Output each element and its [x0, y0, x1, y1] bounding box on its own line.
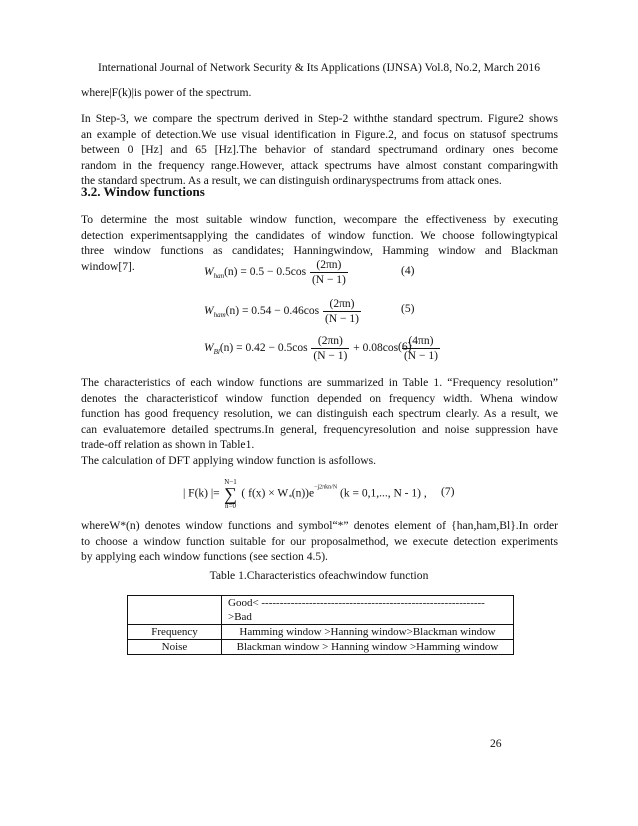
table-cell: Hamming window >Hanning window>Blackman window	[222, 625, 514, 640]
text-line: To determine the most suitable window function, wecompare the effectiveness by executing	[81, 213, 558, 226]
equation-hanning: $W_{han}(n) = 0.5 - 0.5\cos$ $\frac{(2\pi n)}{(N - 1)}$	[204, 259, 346, 286]
text-line: whereW*(n) denotes window functions and symbol“*” denotes element of {han,ham,Bl}.In order	[81, 519, 558, 532]
summation-symbol: N−1 ∑ n=0	[224, 478, 237, 510]
page-number: 26	[490, 737, 502, 750]
table-row-label: Noise	[128, 640, 222, 655]
characteristics-table	[127, 595, 514, 655]
equation-number: (6)	[398, 341, 412, 353]
table-caption: Table 1.Characteristics ofeachwindow function	[209, 569, 429, 582]
table-row-label: Frequency	[128, 625, 222, 640]
text-line: detection experimentsapplying the candidates of window function. We choose followingtypical	[81, 228, 558, 242]
text-line: three window functions as candidates; Hanningwindow, Hamming window and Blackman	[81, 244, 558, 258]
section-heading: 3.2. Window functions	[81, 184, 205, 199]
text-line: to choose a window function suitable for our proposalmethod, we execute detection experiments	[81, 534, 558, 548]
equation-blackman: $W_{Bl}(n) = 0.42 - 0.5\cos$ $\frac{(2\pi n)}{(N - 1)}$ + 0.08cos $\frac{(4\pi n)}{(N - 1)}$	[204, 335, 438, 362]
table-row	[128, 640, 514, 655]
table-header-cell: Good< ------------------------------------------------------------- >Bad	[222, 596, 514, 625]
equation-hamming: $W_{ham}(n) = 0.54 - 0.46\cos$ $\frac{(2\pi n)}{(N - 1)}$	[204, 298, 359, 325]
text-line: denotes the characteristicof window function depended on frequency width. Whena window	[81, 391, 558, 405]
equation-number: (4)	[401, 265, 415, 277]
text-line: trade-off relation as shown in Table1.	[81, 438, 255, 452]
text-line: can evaluatemore detailed spectrums.In general, frequencyresolution and noise suppression have	[81, 422, 558, 436]
table-header-row	[128, 596, 514, 625]
equation-number: (5)	[401, 303, 415, 315]
equation-number: (7)	[441, 486, 455, 498]
table-row	[128, 625, 514, 640]
text-line: an example of detection.We use visual identification in Figure.2, and focus on statusof spectrums	[81, 127, 558, 141]
text-line: window[7].	[81, 259, 135, 273]
paragraph-step3	[81, 111, 558, 189]
equation-dft: | F(k) |= N−1 ∑ n=0 ( $f(x) \times W_*(n))e^{-j2\pi kn/N}$ (k = 0,1,..., N - 1) ,	[183, 478, 427, 510]
paragraph-dft-intro	[81, 453, 558, 469]
table-cell: Blackman window > Hanning window >Hamming window	[222, 640, 514, 655]
text-line: The characteristics of each window functions are summarized in Table 1. “Frequency resolution”	[81, 376, 558, 389]
text-line: between 0 [Hz] and 65 [Hz].The behavior of standard spectrumand ordinary ones become	[81, 143, 558, 157]
running-header: International Journal of Network Security & Its Applications (IJNSA) Vol.8, No.2, March 2016	[98, 61, 540, 74]
text-line: the standard spectrum. As a result, we can distinguish ordinaryspectrums from attack ones.	[81, 174, 502, 188]
text-line: function has good frequency resolution, we can distinguish each spectrum clearly. As a result, we	[81, 407, 558, 421]
text-line: by applying each window functions (see section 4.5).	[81, 550, 328, 564]
text-line: The calculation of DFT applying window function is asfollows.	[81, 454, 377, 467]
text-line: where|F(k)|is power of the spectrum.	[81, 86, 252, 99]
paragraph-window-notation	[81, 518, 558, 565]
text-line: In Step-3, we compare the spectrum derived in Step-2 withthe standard spectrum. Figure2 shows	[81, 112, 558, 125]
paragraph-characteristics	[81, 375, 558, 453]
text-line: random in the frequency range.However, attack spectrums have almost constant comparingwith	[81, 158, 558, 172]
table-cell	[128, 596, 222, 625]
paragraph-power-spectrum	[81, 85, 558, 101]
